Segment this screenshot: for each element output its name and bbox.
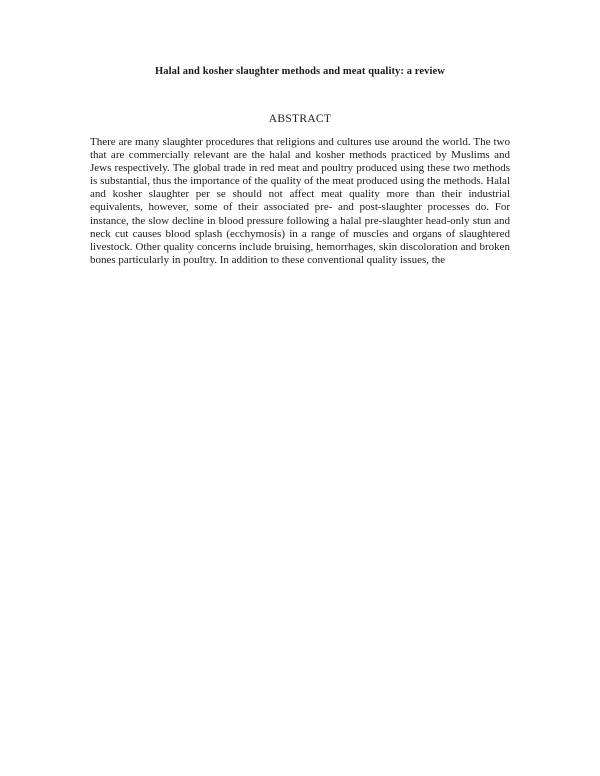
abstract-body: There are many slaughter procedures that religions and cultures use around the world. The two that are commercially relevant are the halal and kosher methods practiced by Muslims and Jews respectively. The global trade in red meat and poultry produced using these two methods is substantial, thus the importance of the quality of the meat produced using the methods. Halal and kosher slaughter per se should not affect meat quality more than their industrial equivalents, however, some of their associated pre- and post-slaughter processes do. For instance, the slow decline in blood pressure following a halal pre-slaughter head-only stun and neck cut causes blood splash (ecchymosis) in a range of muscles and organs of slaughtered livestock. Other quality concerns include bruising, hemorrhages, skin discoloration and broken bones particularly in poultry. In addition to these conventional quality issues, the bbox=[90, 136, 510, 266]
paper-title: Halal and kosher slaughter methods and meat quality: a review bbox=[155, 66, 445, 77]
abstract-heading: ABSTRACT bbox=[268, 113, 332, 125]
